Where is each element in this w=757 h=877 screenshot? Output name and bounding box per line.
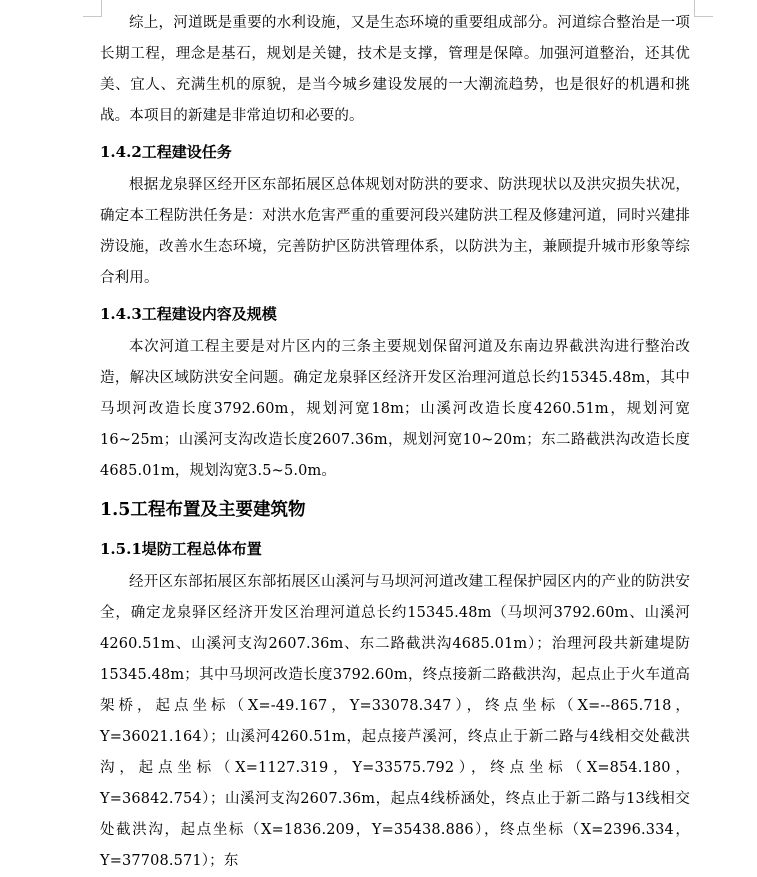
heading-1-4-2: 1.4.2工程建设任务 bbox=[100, 143, 232, 161]
document-body bbox=[100, 8, 690, 877]
heading-1-4-3: 1.4.3工程建设内容及规模 bbox=[100, 305, 277, 323]
paragraph-construction-tasks: 根据龙泉驿区经开区东部拓展区总体规划对防洪的要求、防洪现状以及洪灾损失状况，确定本工程防洪任务是：对洪水危害严重的重要河段兴建防洪工程及修建河道，同时兴建排涝设施，改善水生态环境，完善防护区防洪管理体系，以防洪为主，兼顾提升城市形象等综合利用。 bbox=[100, 177, 690, 286]
paragraph-summary: 综上，河道既是重要的水利设施，又是生态环境的重要组成部分。河道综合整治是一项长期工程，理念是基石，规划是关键，技术是支撑，管理是保障。加强河道整治，还其优美、宜人、充满生机的原貌，是当今城乡建设发展的一大潮流趋势，也是很好的机遇和挑战。本项目的新建是非常迫切和必要的。 bbox=[100, 15, 690, 124]
page-corner-mark-right bbox=[694, 0, 713, 17]
heading-1-5: 1.5工程布置及主要建筑物 bbox=[100, 500, 306, 520]
paragraph-construction-scale: 本次河道工程主要是对片区内的三条主要规划保留河道及东南边界截洪沟进行整治改造，解决区域防洪安全问题。确定龙泉驿区经济开发区治理河道总长约15345.48m，其中马坝河改造长度3792.60m，规划河宽18m；山溪河改造长度4260.51m，规划河宽16~25m；山溪河支沟改造长度2607.36m，规划河宽10~20m；东二路截洪沟改造长度4685.01m，规划沟宽3.5~5.0m。 bbox=[100, 339, 690, 479]
heading-1-5-1: 1.5.1堤防工程总体布置 bbox=[100, 540, 262, 558]
paragraph-embankment-layout: 经开区东部拓展区东部拓展区山溪河与马坝河河道改建工程保护园区内的产业的防洪安全，确定龙泉驿区经济开发区治理河道总长约15345.48m（马坝河3792.60m、山溪河4260.51m、山溪河支沟2607.36m、东二路截洪沟4685.01m）；治理河段共新建堤防15345.48m；其中马坝河改造长度3792.60m，终点接新二路截洪沟，起点止于火车道高架桥，起点坐标（X=-49.167，Y=33078.347），终点坐标（X=--865.718，Y=36021.164）；山溪河4260.51m，起点接芦溪河，终点止于新二路与4线相交处截洪沟，起点坐标（X=1127.319，Y=33575.792），终点坐标（X=854.180，Y=36842.754）；山溪河支沟2607.36m，起点4线桥涵处，终点止于新二路与13线相交处截洪沟，起点坐标（X=1836.209，Y=35438.886），终点坐标（X=2396.334，Y=37708.571）；东 bbox=[100, 574, 690, 869]
